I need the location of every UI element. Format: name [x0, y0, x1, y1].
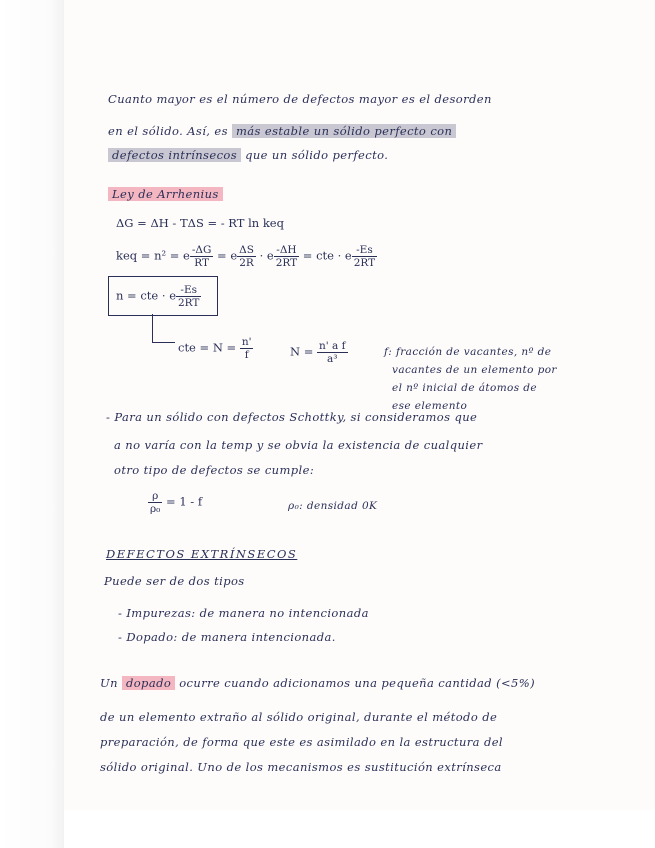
equation-n: [116, 284, 201, 309]
frac-num: ρ: [148, 490, 162, 503]
highlighted-heading: Ley de Arrhenius: [108, 187, 223, 201]
highlighted-text: más estable un sólido perfecto con: [232, 124, 456, 138]
eq-text: = cte · e: [302, 248, 352, 263]
eq-text: e: [183, 248, 190, 263]
exponent-fraction: [237, 244, 256, 269]
paragraph-line: sólido original. Uno de los mecanismos es sustitución extrínseca: [100, 760, 502, 774]
list-item: - Impurezas: de manera no intencionada: [118, 606, 369, 620]
equation-keq: keq = n² = e $\frac{-\Delta G}{RT}$ = e $\frac{\Delta S}{2R}$ · e $\frac{-\Delta H}{2RT}$ = cte · e $\frac{-Es}{2RT}$: [116, 244, 376, 269]
note-line: f: fracción de vacantes, nº de: [384, 346, 552, 358]
frac-den: 2RT: [353, 257, 376, 269]
connector-arrow: [152, 314, 175, 343]
eq-text: cte = N =: [178, 340, 237, 355]
exponent-fraction: [274, 244, 299, 269]
eq-text: N =: [290, 344, 314, 359]
frac-den: ρ₀: [150, 503, 161, 515]
text-span: en el sólido. Así, es: [108, 124, 232, 138]
exponent-fraction: [176, 284, 201, 309]
highlighted-text: defectos intrínsecos: [108, 148, 241, 162]
note-line: ρ₀: densidad 0K: [288, 500, 378, 512]
eq-text: ·: [259, 248, 264, 263]
fraction: [240, 336, 254, 361]
eq-text: = 1 - f: [166, 494, 203, 509]
paragraph-line: [100, 676, 535, 690]
frac-den: a³: [327, 353, 338, 365]
page-bottom-margin: [64, 810, 655, 848]
note-line: el nº inicial de átomos de: [392, 382, 538, 394]
section-heading: DEFECTOS EXTRÍNSECOS: [106, 547, 298, 561]
paragraph-line: a no varía con la temp y se obvia la existencia de cualquier: [114, 438, 483, 452]
exponent-fraction: [190, 244, 214, 269]
frac-num: n' a f: [319, 340, 346, 352]
note-line: ese elemento: [392, 400, 468, 412]
frac-den: RT: [194, 257, 209, 269]
frac-num: -Es: [176, 284, 201, 297]
fraction: [148, 490, 162, 515]
paragraph-line: preparación, de forma que este es asimilado en la estructura del: [100, 735, 503, 749]
text-span: que un sólido perfecto.: [241, 148, 389, 162]
equation-gibbs: ΔG = ΔH - TΔS = - RT ln keq: [116, 216, 284, 230]
exponent-fraction: [352, 244, 377, 269]
note-line: vacantes de un elemento por: [392, 364, 557, 376]
frac-num: n': [241, 336, 252, 348]
list-item: - Dopado: de manera intencionada.: [118, 630, 336, 644]
frac-num: -Es: [352, 244, 377, 257]
paragraph-line: [108, 124, 456, 138]
text-span: Un: [100, 676, 122, 690]
eq-text: n = cte · e: [116, 288, 176, 303]
eq-text: keq = n² =: [116, 248, 180, 263]
section-heading: [108, 187, 223, 201]
frac-den: f: [244, 349, 249, 361]
paragraph-line: - Para un sólido con defectos Schottky, si consideramos que: [106, 410, 478, 424]
paragraph-line: otro tipo de defectos se cumple:: [114, 463, 315, 477]
frac-den: 2RT: [178, 297, 200, 309]
paragraph-line: de un elemento extraño al sólido original, durante el método de: [100, 710, 498, 724]
fraction: [317, 340, 347, 365]
page-margin: [0, 0, 64, 848]
eq-text: =: [217, 248, 227, 263]
paragraph-line: Puede ser de dos tipos: [104, 574, 245, 588]
frac-den: 2RT: [275, 257, 298, 269]
frac-num: -ΔG: [191, 244, 212, 256]
frac-num: -ΔH: [274, 244, 299, 257]
equation-N: [290, 340, 348, 365]
text-span: ocurre cuando adicionamos una pequeña cantidad (<5%): [175, 676, 535, 690]
frac-num: ΔS: [239, 244, 254, 256]
equation-density: [148, 490, 202, 515]
highlighted-text: dopado: [122, 676, 175, 690]
frac-den: 2R: [239, 257, 254, 269]
equation-cte: [178, 336, 253, 361]
paragraph-line: Cuanto mayor es el número de defectos mayor es el desorden: [108, 92, 492, 106]
paragraph-line: [108, 148, 388, 162]
